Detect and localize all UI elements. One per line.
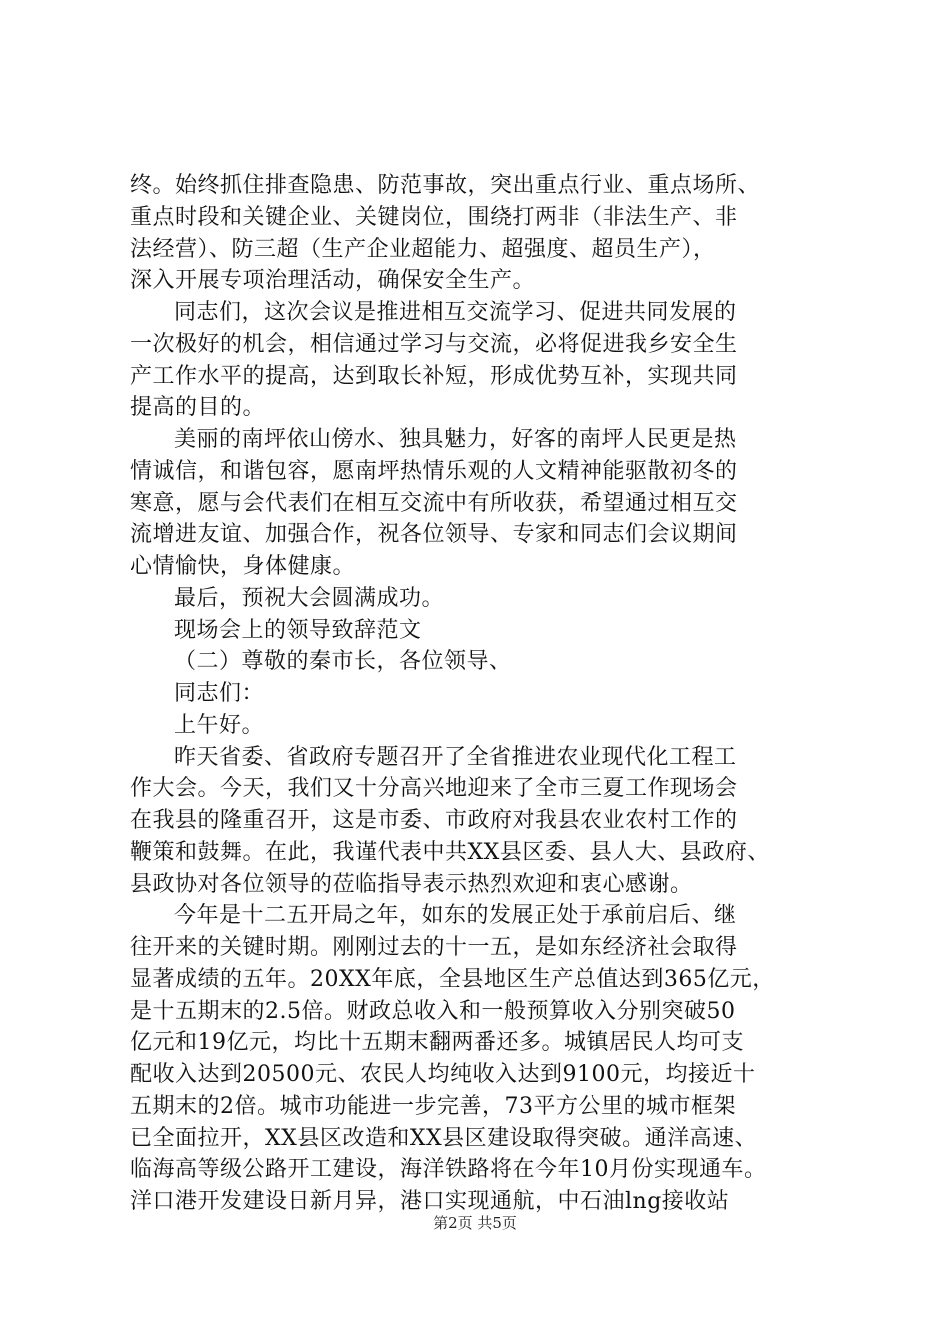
text-line: 已全面拉开，XX县区改造和XX县区建设取得突破。通洋高速、: [130, 1125, 758, 1151]
text-line: 一次极好的机会，相信通过学习与交流，必将促进我乡安全生: [130, 331, 738, 357]
text-line: 最后，预祝大会圆满成功。: [174, 585, 445, 611]
document-body: [130, 170, 830, 1218]
text-line: 鞭策和鼓舞。在此，我谨代表中共XX县区委、县人大、县政府、: [130, 839, 770, 865]
text-line: 是十五期末的2.5倍。财政总收入和一般预算收入分别突破50: [130, 998, 736, 1024]
text-line: 显著成绩的五年。20XX年底，全县地区生产总值达到365亿元，: [130, 966, 775, 992]
text-line: 法经营）、防三超（生产企业超能力、超强度、超员生产），: [130, 236, 716, 262]
text-line: 重点时段和关键企业、关键岗位，围绕打两非（非法生产、非: [130, 204, 738, 230]
text-line: 五期末的2倍。城市功能进一步完善，73平方公里的城市框架: [130, 1093, 736, 1119]
text-line: 昨天省委、省政府专题召开了全省推进农业现代化工程工: [174, 744, 737, 770]
page-number-footer: 第2页 共5页: [433, 1214, 517, 1232]
text-line: 心情愉快，身体健康。: [130, 554, 356, 579]
salutation-line: 同志们：: [174, 681, 265, 706]
text-line: 在我县的隆重召开，这是市委、市政府对我县农业农村工作的: [130, 808, 738, 833]
text-line: 配收入达到20500元、农民人均纯收入达到9100元，均接近十: [130, 1062, 756, 1087]
greeting-line: 上午好。: [174, 712, 265, 738]
salutation-line: （二）尊敬的秦市长，各位领导、: [174, 649, 512, 675]
text-line: 寒意，愿与会代表们在相互交流中有所收获，希望通过相互交: [130, 490, 738, 516]
section-title: 现场会上的领导致辞范文: [174, 617, 422, 643]
text-line: 提高的目的。: [130, 395, 266, 421]
text-line: 作大会。今天，我们又十分高兴地迎来了全市三夏工作现场会: [130, 776, 738, 802]
text-line: 今年是十二五开局之年，如东的发展正处于承前启后、继: [174, 903, 737, 929]
text-line: 产工作水平的提高，达到取长补短，形成优势互补，实现共同: [130, 363, 738, 389]
text-line: 洋口港开发建设日新月异，港口实现通航，中石油lng接收站: [130, 1189, 730, 1214]
text-line: 同志们，这次会议是推进相互交流学习、促进共同发展的: [174, 300, 737, 325]
text-line: 临海高等级公路开工建设，海洋铁路将在今年10月份实现通车。: [130, 1157, 767, 1183]
text-line: 深入开展专项治理活动，确保安全生产。: [130, 268, 536, 294]
text-line: 亿元和19亿元，均比十五期末翻两番还多。城镇居民人均可支: [130, 1030, 744, 1056]
text-line: 流增进友谊、加强合作，祝各位领导、专家和同志们会议期间: [130, 522, 738, 548]
text-line: 终。始终抓住排查隐患、防范事故，突出重点行业、重点场所、: [130, 173, 761, 198]
text-line: 往开来的关键时期。刚刚过去的十一五，是如东经济社会取得: [130, 935, 738, 960]
text-line: 县政协对各位领导的莅临指导表示热烈欢迎和衷心感谢。: [130, 871, 693, 897]
text-line: 美丽的南坪依山傍水、独具魅力，好客的南坪人民更是热: [174, 427, 737, 452]
text-line: 情诚信，和谐包容，愿南坪热情乐观的人文精神能驱散初冬的: [130, 458, 738, 484]
